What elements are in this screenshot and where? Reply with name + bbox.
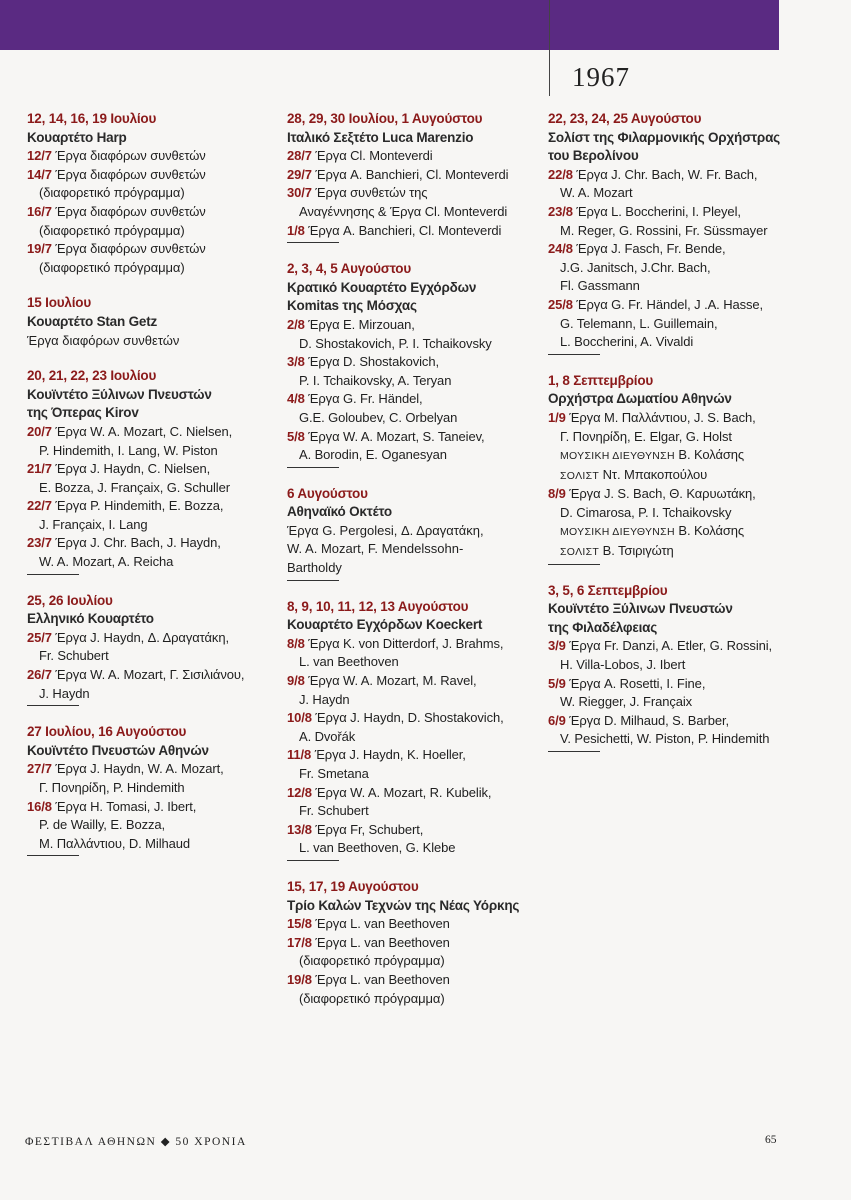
program-entry <box>27 534 277 553</box>
program-entry <box>548 637 838 656</box>
header-band <box>0 0 779 50</box>
entry-date: 9/8 <box>287 673 305 689</box>
entry-text: Έργα D. Milhaud, S. Barber, <box>569 712 729 728</box>
entry-text: Έργα W. A. Mozart, C. Nielsen, <box>55 423 233 439</box>
event-dates: 8, 9, 10, 11, 12, 13 Αυγούστου <box>287 598 469 614</box>
section-rule <box>287 580 339 581</box>
entry-text: Έργα L. van Beethoven <box>315 916 450 932</box>
event-title: Τρίο Καλών Τεχνών της Νέας Υόρκης <box>287 897 520 913</box>
event-title: Κουϊντέτο Πνευστών Αθηνών <box>27 742 209 758</box>
entry-text: Έργα W. A. Mozart, S. Taneiev, <box>308 428 485 444</box>
person-name: Β. Κολάσης <box>678 523 745 539</box>
event-title: Κουαρτέτο Stan Getz <box>27 313 158 329</box>
entry-date: 23/8 <box>548 203 573 219</box>
entry-continuation: L. Boccherini, A. Vivaldi <box>560 334 694 350</box>
entry-date: 22/8 <box>548 166 573 182</box>
program-entry <box>27 460 277 479</box>
entry-date: 16/8 <box>27 798 52 814</box>
column-3 <box>548 110 838 769</box>
entry-text: Έργα W. A. Mozart, Γ. Σισιλιάνου, <box>55 667 245 683</box>
entry-text: Έργα J. Haydn, Δ. Δραγατάκη, <box>55 629 229 645</box>
event-dates: 1, 8 Σεπτεμβρίου <box>548 372 654 388</box>
section-rule <box>548 564 600 565</box>
program-entry <box>287 915 545 934</box>
entry-continuation: Fr. Schubert <box>299 803 369 819</box>
entry-date: 19/7 <box>27 241 52 257</box>
entry-text: Έργα E. Mirzouan, <box>308 316 415 332</box>
entry-continuation: Αναγέννησης & Έργα Cl. Monteverdi <box>299 203 508 219</box>
entry-continuation: L. van Beethoven, G. Klebe <box>299 840 456 856</box>
entry-continuation: J. Françaix, I. Lang <box>39 516 148 532</box>
entry-continuation: P. de Wailly, E. Bozza, <box>39 817 166 833</box>
program-entry <box>287 784 545 803</box>
entry-text: Έργα J. S. Bach, Θ. Καρυωτάκη, <box>569 486 756 502</box>
person-name: Β. Κολάσης <box>678 447 745 463</box>
entry-continuation: W. A. Mozart <box>560 185 633 201</box>
event-block <box>27 294 277 350</box>
entry-date: 17/8 <box>287 934 312 950</box>
entry-continuation: (διαφορετικό πρόγραμμα) <box>299 953 445 969</box>
entry-text: Έργα J. Haydn, W. A. Mozart, <box>55 761 224 777</box>
section-rule <box>548 751 600 752</box>
program-entry <box>287 166 545 185</box>
program-entry <box>27 147 277 166</box>
entry-date: 15/8 <box>287 916 312 932</box>
program-entry <box>548 485 838 504</box>
event-block <box>27 110 277 277</box>
entry-text: Έργα A. Rosetti, I. Fine, <box>569 675 706 691</box>
entry-continuation: J. Haydn <box>299 691 350 707</box>
program-entry <box>548 675 838 694</box>
entry-continuation: A. Dvořák <box>299 728 356 744</box>
event-block <box>287 260 545 468</box>
entry-text: Έργα J. Haydn, C. Nielsen, <box>55 461 211 477</box>
soloist-line <box>548 542 838 562</box>
entry-date: 22/7 <box>27 498 52 514</box>
program-text: Bartholdy <box>287 560 342 576</box>
event-title-line2: της Όπερας Kirov <box>27 405 139 421</box>
program-entry <box>548 712 838 731</box>
entry-text: Έργα J. Haydn, D. Shostakovich, <box>315 710 504 726</box>
entry-date: 12/8 <box>287 784 312 800</box>
event-block <box>287 878 545 1008</box>
program-entry <box>27 798 277 817</box>
program-entry <box>287 672 545 691</box>
entry-text: Έργα J. Haydn, K. Hoeller, <box>314 747 466 763</box>
entry-continuation: (διαφορετικό πρόγραμμα) <box>39 222 185 238</box>
entry-text: Έργα W. A. Mozart, R. Kubelik, <box>315 784 492 800</box>
entry-text: Έργα J. Chr. Bach, W. Fr. Bach, <box>576 166 758 182</box>
program-entry <box>548 203 838 222</box>
entry-continuation: D. Shostakovich, P. I. Tchaikovsky <box>299 335 492 351</box>
entry-text: Έργα G. Fr. Händel, J .A. Hasse, <box>576 296 764 312</box>
event-dates: 28, 29, 30 Ιουλίου, 1 Αυγούστου <box>287 111 483 126</box>
role-label: ΣΟΛΙΣΤ <box>560 469 600 482</box>
program-entry <box>27 760 277 779</box>
event-dates: 15, 17, 19 Αυγούστου <box>287 878 419 894</box>
vertical-divider <box>549 0 550 96</box>
program-entry <box>287 222 545 241</box>
program-entry <box>287 353 545 372</box>
event-block <box>287 598 545 861</box>
entry-continuation: Γ. Πονηρίδη, E. Elgar, G. Holst <box>560 428 732 444</box>
entry-text: Έργα Fr. Danzi, A. Etler, G. Rossini, <box>569 638 773 654</box>
entry-date: 8/8 <box>287 635 305 651</box>
event-title: Κρατικό Κουαρτέτο Εγχόρδων <box>287 279 477 295</box>
section-rule <box>287 467 339 468</box>
program-entry <box>287 746 545 765</box>
event-title-line2: της Φιλαδέλφειας <box>548 619 658 635</box>
page-number: 65 <box>765 1134 777 1146</box>
section-rule <box>27 574 79 575</box>
entry-text: Έργα L. van Beethoven <box>315 934 450 950</box>
entry-date: 28/7 <box>287 148 312 164</box>
entry-date: 27/7 <box>27 761 52 777</box>
event-block <box>27 367 277 575</box>
entry-continuation: Fr. Schubert <box>39 648 109 664</box>
event-block <box>548 110 838 355</box>
entry-date: 25/7 <box>27 629 52 645</box>
entry-date: 4/8 <box>287 391 305 407</box>
program-entry <box>548 240 838 259</box>
entry-text: Έργα διαφόρων συνθετών <box>55 166 206 182</box>
role-label: ΣΟΛΙΣΤ <box>560 546 600 559</box>
program-entry <box>287 428 545 447</box>
entry-date: 30/7 <box>287 185 312 201</box>
event-block <box>287 110 545 243</box>
section-rule <box>27 705 79 706</box>
event-title: Κουϊντέτο Ξύλινων Πνευστών <box>27 386 212 402</box>
entry-continuation: L. van Beethoven <box>299 654 399 670</box>
event-dates: 22, 23, 24, 25 Αυγούστου <box>548 111 702 126</box>
event-block <box>287 485 545 581</box>
entry-continuation: W. Riegger, J. Françaix <box>560 694 693 710</box>
entry-date: 26/7 <box>27 667 52 683</box>
program-entry <box>27 423 277 442</box>
entry-date: 19/8 <box>287 971 312 987</box>
column-2 <box>287 110 545 1025</box>
entry-date: 25/8 <box>548 296 573 312</box>
program-entry <box>27 629 277 648</box>
entry-text: Έργα διαφόρων συνθετών <box>55 241 206 257</box>
entry-date: 3/9 <box>548 638 566 654</box>
entry-text: Έργα διαφόρων συνθετών <box>55 148 206 164</box>
event-dates: 12, 14, 16, 19 Ιουλίου <box>27 111 157 126</box>
entry-date: 1/9 <box>548 409 566 425</box>
entry-date: 21/7 <box>27 461 52 477</box>
entry-continuation: Γ. Πονηρίδη, P. Hindemith <box>39 780 185 795</box>
entry-continuation: Fr. Smetana <box>299 766 369 781</box>
program-entry <box>287 934 545 953</box>
entry-text: Έργα K. von Ditterdorf, J. Brahms, <box>308 635 504 651</box>
event-title: Ελληνικό Κουαρτέτο <box>27 611 154 627</box>
event-title: Αθηναϊκό Οκτέτο <box>287 504 392 520</box>
entry-continuation: V. Pesichetti, W. Piston, P. Hindemith <box>560 731 770 747</box>
event-title: Σολίστ της Φιλαρμονικής Ορχήστρας <box>548 129 780 145</box>
entry-continuation: A. Borodin, E. Oganesyan <box>299 447 447 463</box>
entry-date: 3/8 <box>287 354 305 370</box>
section-rule <box>287 242 339 243</box>
event-dates: 25, 26 Ιουλίου <box>27 592 113 608</box>
program-text: Έργα διαφόρων συνθετών <box>27 332 180 348</box>
program-entry <box>27 497 277 516</box>
entry-text: Έργα J. Chr. Bach, J. Haydn, <box>55 535 221 551</box>
entry-date: 16/7 <box>27 203 52 219</box>
entry-text: Έργα L. Boccherini, I. Pleyel, <box>576 203 741 219</box>
entry-text: Έργα A. Banchieri, Cl. Monteverdi <box>315 166 509 182</box>
event-block <box>548 582 838 752</box>
entry-continuation: E. Bozza, J. Françaix, G. Schuller <box>39 479 230 495</box>
entry-continuation: W. A. Mozart, A. Reicha <box>39 554 174 570</box>
entry-continuation: Μ. Παλλάντιου, D. Milhaud <box>39 835 190 851</box>
event-dates: 3, 5, 6 Σεπτεμβρίου <box>548 582 668 598</box>
event-title-line2: Komitas της Μόσχας <box>287 298 417 314</box>
program-entry <box>287 147 545 166</box>
entry-continuation: G.E. Goloubev, C. Orbelyan <box>299 409 458 425</box>
section-rule <box>27 855 79 856</box>
program-entry <box>287 709 545 728</box>
entry-continuation: (διαφορετικό πρόγραμμα) <box>299 990 445 1006</box>
program-entry <box>27 166 277 185</box>
entry-continuation: P. Hindemith, I. Lang, W. Piston <box>39 442 218 458</box>
program-text: Έργα G. Pergolesi, Δ. Δραγατάκη, <box>287 522 484 538</box>
entry-date: 12/7 <box>27 148 52 164</box>
entry-text: Έργα H. Tomasi, J. Ibert, <box>55 798 197 814</box>
program-entry <box>287 316 545 335</box>
section-rule <box>548 354 600 355</box>
event-dates: 27 Ιουλίου, 16 Αυγούστου <box>27 724 187 740</box>
event-block <box>27 592 277 707</box>
entry-date: 5/9 <box>548 675 566 691</box>
entry-date: 20/7 <box>27 423 52 439</box>
event-title: Ορχήστρα Δωματίου Αθηνών <box>548 391 732 407</box>
program-entry <box>287 635 545 654</box>
entry-continuation: D. Cimarosa, P. I. Tchaikovsky <box>560 504 732 520</box>
footer-publication: ΦΕΣΤΙΒΑΛ ΑΘΗΝΩΝ ◆ 50 ΧΡΟΝΙΑ <box>25 1136 247 1148</box>
soloist-line <box>548 466 838 486</box>
column-1 <box>27 110 277 873</box>
year-heading: 1967 <box>572 62 630 92</box>
entry-date: 2/8 <box>287 316 305 332</box>
conductor-line <box>548 446 838 466</box>
event-dates: 2, 3, 4, 5 Αυγούστου <box>287 261 411 277</box>
program-entry <box>548 166 838 185</box>
role-label: ΜΟΥΣΙΚΗ ΔΙΕΥΘΥΝΣΗ <box>560 526 675 539</box>
entry-text: Έργα διαφόρων συνθετών <box>55 203 206 219</box>
entry-date: 10/8 <box>287 710 312 726</box>
entry-continuation: (διαφορετικό πρόγραμμα) <box>39 259 185 275</box>
program-text: W. A. Mozart, F. Mendelssohn- <box>287 541 464 557</box>
program-entry <box>287 390 545 409</box>
entry-continuation: P. I. Tchaikovsky, A. Teryan <box>299 372 452 388</box>
person-name: Β. Τσιριγώτη <box>602 543 674 559</box>
role-label: ΜΟΥΣΙΚΗ ΔΙΕΥΘΥΝΣΗ <box>560 450 675 463</box>
conductor-line <box>548 522 838 542</box>
program-entry <box>548 409 838 428</box>
entry-text: Έργα A. Banchieri, Cl. Monteverdi <box>308 222 502 238</box>
event-block <box>548 372 838 565</box>
section-rule <box>287 860 339 861</box>
entry-date: 8/9 <box>548 486 566 502</box>
entry-continuation: (διαφορετικό πρόγραμμα) <box>39 185 185 201</box>
entry-continuation: J. Haydn <box>39 685 90 701</box>
entry-text: Έργα G. Fr. Händel, <box>308 391 423 407</box>
event-title: Κουαρτέτο Εγχόρδων Koeckert <box>287 617 483 633</box>
program-entry <box>27 240 277 259</box>
person-name: Ντ. Μπακοπούλου <box>602 466 708 482</box>
entry-date: 5/8 <box>287 428 305 444</box>
entry-date: 14/7 <box>27 166 52 182</box>
entry-text: Έργα D. Shostakovich, <box>308 354 439 370</box>
entry-continuation: M. Reger, G. Rossini, Fr. Süssmayer <box>560 222 768 238</box>
entry-continuation: Fl. Gassmann <box>560 278 640 294</box>
program-entry <box>27 666 277 685</box>
entry-text: Έργα P. Hindemith, E. Bozza, <box>55 498 224 514</box>
event-title: Κουαρτέτο Harp <box>27 129 127 145</box>
entry-text: Έργα L. van Beethoven <box>315 971 450 987</box>
event-title-line2: του Βερολίνου <box>548 148 639 164</box>
entry-text: Έργα Μ. Παλλάντιου, J. S. Bach, <box>569 409 756 425</box>
program-entry <box>287 821 545 840</box>
entry-date: 11/8 <box>287 747 312 763</box>
entry-date: 29/7 <box>287 166 312 182</box>
entry-date: 6/9 <box>548 712 566 728</box>
entry-date: 1/8 <box>287 222 305 238</box>
program-entry <box>27 203 277 222</box>
event-dates: 6 Αυγούστου <box>287 485 368 501</box>
entry-text: Έργα συνθετών της <box>315 185 428 201</box>
entry-date: 24/8 <box>548 241 573 257</box>
entry-date: 13/8 <box>287 821 312 837</box>
entry-date: 23/7 <box>27 535 52 551</box>
event-title: Κουϊντέτο Ξύλινων Πνευστών <box>548 601 733 617</box>
event-block <box>27 723 277 856</box>
entry-continuation: J.G. Janitsch, J.Chr. Bach, <box>560 259 711 275</box>
entry-text: Έργα J. Fasch, Fr. Bende, <box>576 241 726 257</box>
program-entry <box>287 971 545 990</box>
event-title: Ιταλικό Σεξτέτο Luca Marenzio <box>287 129 474 145</box>
program-entry <box>548 296 838 315</box>
event-dates: 15 Ιουλίου <box>27 295 91 311</box>
entry-continuation: H. Villa-Lobos, J. Ibert <box>560 657 686 673</box>
event-dates: 20, 21, 22, 23 Ιουλίου <box>27 368 157 384</box>
entry-text: Έργα W. A. Mozart, M. Ravel, <box>308 673 477 689</box>
program-entry <box>287 184 545 203</box>
entry-continuation: G. Telemann, L. Guillemain, <box>560 315 718 331</box>
entry-text: Έργα Fr, Schubert, <box>315 821 424 837</box>
entry-text: Έργα Cl. Monteverdi <box>315 148 433 164</box>
